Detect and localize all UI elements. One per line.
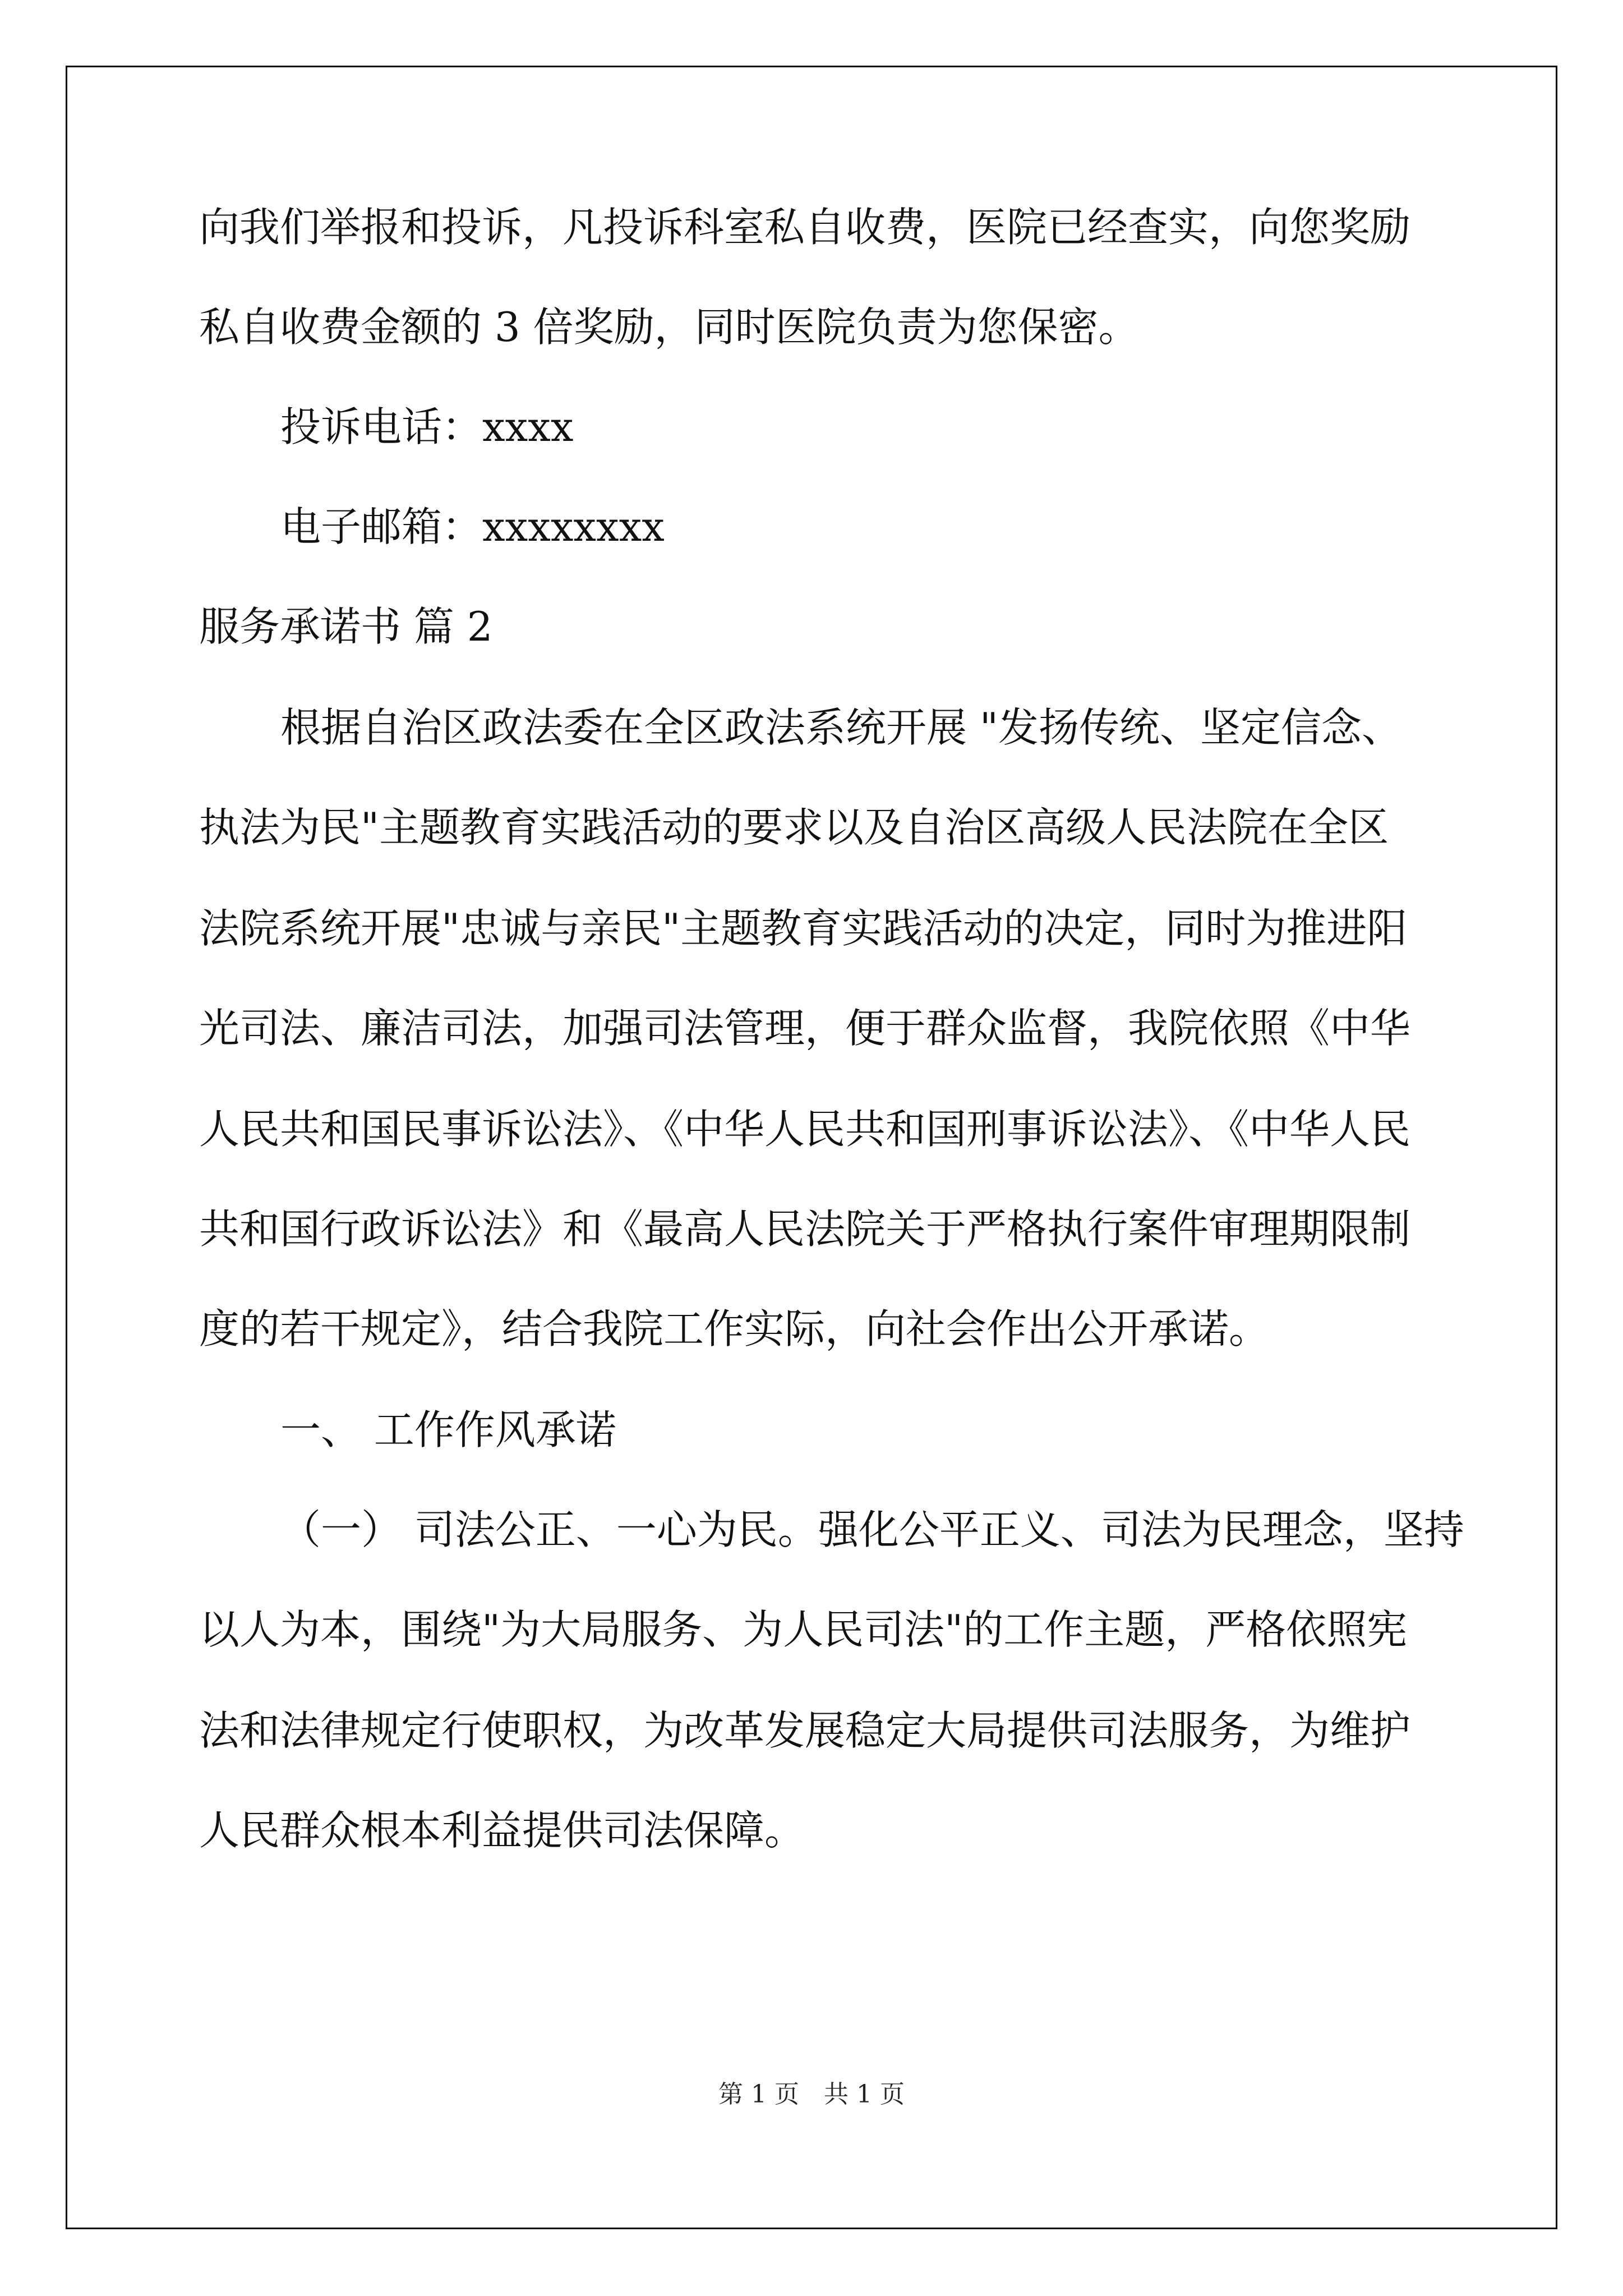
text-line: 投诉电话：xxxx	[280, 403, 574, 450]
text-line: 执法为民"主题教育实践活动的要求以及自治区高级人民法院在全区	[199, 804, 1389, 851]
page-footer: 第 1 页 共 1 页	[718, 2080, 905, 2109]
text-line: （一） 司法公正、一心为民。强化公平正义、司法为民理念，坚持	[280, 1506, 1464, 1553]
text-line: 向我们举报和投诉，凡投诉科室私自收费，医院已经查实，向您奖励	[199, 204, 1411, 251]
text-line: 度的若干规定》，结合我院工作实际，向社会作出公开承诺。	[199, 1305, 1270, 1352]
section-heading: 服务承诺书 篇 2	[199, 603, 493, 650]
subsection-heading: 一、 工作作风承诺	[280, 1406, 616, 1453]
text-line: 共和国行政诉讼法》和《最高人民法院关于严格执行案件审理期限制	[199, 1205, 1411, 1253]
text-line: 光司法、廉洁司法，加强司法管理，便于群众监督，我院依照《中华	[199, 1005, 1411, 1052]
text-line: 法和法律规定行使职权，为改革发展稳定大局提供司法服务，为维护	[199, 1707, 1411, 1754]
text-line: 以人为本，围绕"为大局服务、为人民司法"的工作主题，严格依照宪	[199, 1606, 1408, 1653]
text-line: 人民群众根本利益提供司法保障。	[199, 1807, 805, 1854]
text-line: 人民共和国民事诉讼法》、《中华人民共和国刑事诉讼法》、《中华人民	[199, 1106, 1411, 1153]
text-line: 私自收费金额的 3 倍奖励，同时医院负责为您保密。	[199, 303, 1139, 351]
text-line: 法院系统开展"忠诚与亲民"主题教育实践活动的决定，同时为推进阳	[199, 905, 1408, 952]
text-line: 根据自治区政法委在全区政法系统开展 "发扬传统、坚定信念、	[280, 704, 1403, 751]
text-line: 电子邮箱：xxxxxxxx	[280, 503, 665, 550]
